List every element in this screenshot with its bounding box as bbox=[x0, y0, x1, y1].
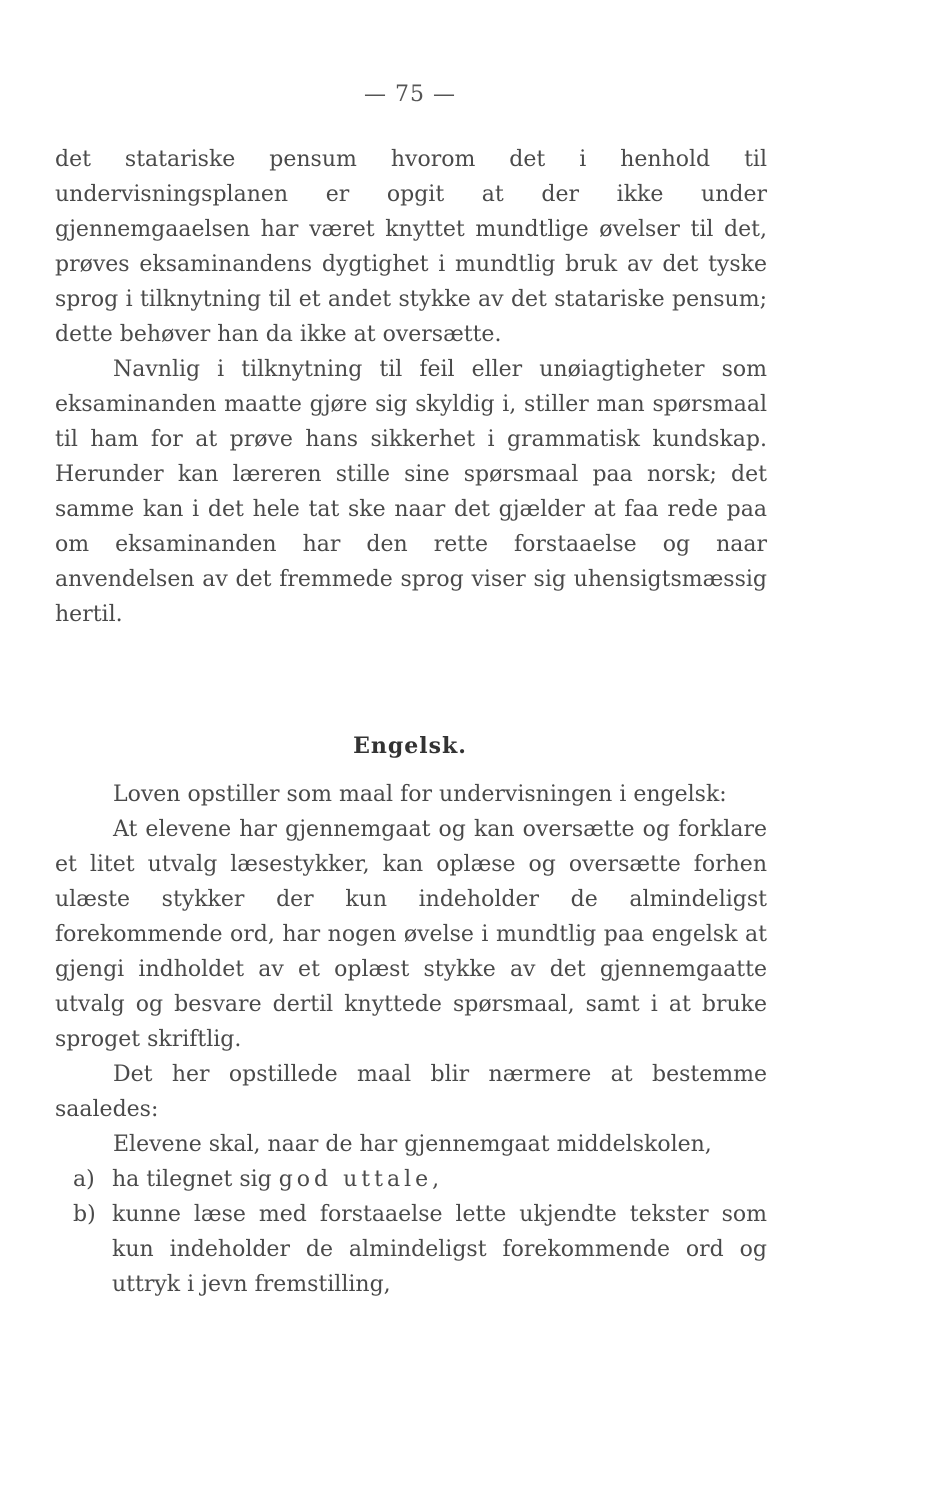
section-tysk-continuation bbox=[55, 142, 767, 632]
section-heading-engelsk: Engelsk. bbox=[353, 733, 467, 759]
section-engelsk bbox=[55, 777, 767, 1302]
paragraph: det statariske pensum hvorom det i henhold til undervisningsplanen er opgit at der ikke under gjennemgaaelsen har været knyttet mundtlige øvelser til det, prøves eksaminandens dygtighet i mundtlig bruk av det tyske sprog i tilknytning til et andet stykke av det statariske pensum; dette behøver han da ikke at oversætte. bbox=[55, 147, 767, 347]
paragraph: Loven opstiller som maal for undervisningen i engelsk: bbox=[113, 782, 727, 807]
list-item-text: , bbox=[432, 1167, 440, 1192]
paragraph: At elevene har gjennemgaat og kan oversætte og forklare et litet utvalg læsestykker, kan oplæse og oversætte forhen ulæste stykker der kun indeholder de almindeligst forekommende ord, har nogen øvelse i mundtlig paa engelsk at gjengi indholdet av et oplæst stykke av det gjennemgaatte utvalg og besvare dertil knyttede spørsmaal, samt i at bruke sproget skriftlig. bbox=[55, 817, 767, 1052]
list-marker: a) bbox=[73, 1167, 95, 1192]
list-item-text: ha tilegnet sig bbox=[112, 1167, 279, 1192]
paragraph: Navnlig i tilknytning til feil eller unøiagtigheter som eksaminanden maatte gjøre sig skyldig i, stiller man spørsmaal til ham for at prøve hans sikkerhet i grammatisk kundskap. Herunder kan læreren stille sine spørsmaal paa norsk; det samme kan i det hele tat ske naar det gjælder at faa rede paa om eksaminanden har den rette forstaaelse og naar anvendelsen av det fremmede sprog viser sig uhensigtsmæssig hertil. bbox=[55, 357, 767, 627]
paragraph: Det her opstillede maal blir nærmere at bestemme saaledes: bbox=[55, 1062, 767, 1122]
requirements-list bbox=[55, 1162, 767, 1302]
list-item bbox=[55, 1197, 767, 1302]
list-marker: b) bbox=[73, 1202, 96, 1227]
page-number: — 75 — bbox=[364, 82, 456, 107]
list-item-emphasis: god uttale bbox=[278, 1167, 433, 1192]
paragraph: Elevene skal, naar de har gjennemgaat middelskolen, bbox=[113, 1132, 712, 1157]
list-item-text: kunne læse med forstaaelse lette ukjendte tekster som kun indeholder de almindeligst forekommende ord og uttryk i jevn fremstilling, bbox=[112, 1202, 767, 1297]
list-item bbox=[55, 1162, 767, 1197]
